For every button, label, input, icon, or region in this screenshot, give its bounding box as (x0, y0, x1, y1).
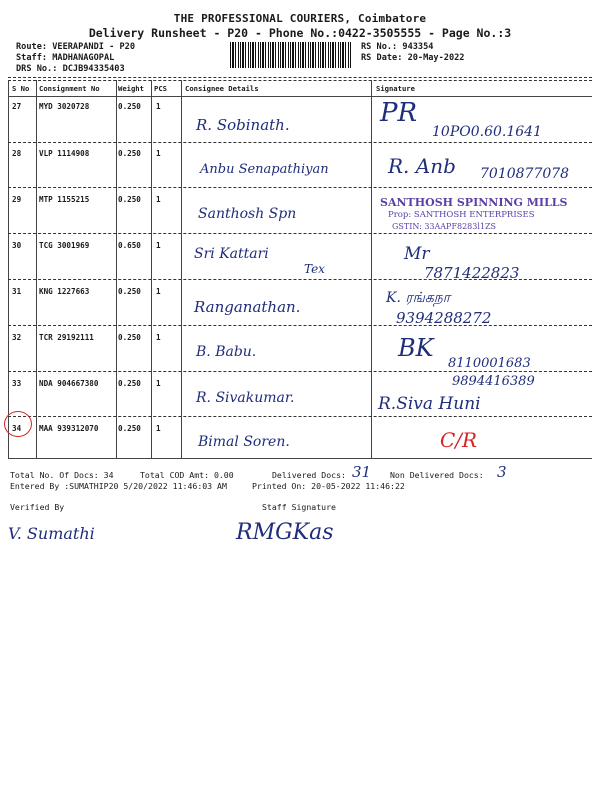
staff-label: Staff: MADHANAGOPAL (16, 53, 115, 63)
company-stamp (372, 196, 594, 236)
total-cod-amount: Total COD Amt: 0.00 (140, 470, 234, 480)
col-divider (151, 80, 152, 458)
row-weight: 0.250 (118, 379, 141, 388)
row-phone: 8110001683 (448, 356, 531, 371)
row-pcs: 1 (156, 379, 161, 388)
col-header-consignee: Consignee Details (185, 84, 259, 93)
document-subtitle: Delivery Runsheet - P20 - Phone No.:0422-3505555 - Page No.:3 (88, 26, 512, 40)
total-docs: Total No. Of Docs: 34 (10, 470, 114, 480)
row-consignment: TCG 3001969 (39, 241, 90, 250)
table-bottom-rule (8, 458, 592, 459)
row-consignee: R. Sivakumar. (196, 390, 295, 406)
row-consignment: VLP 1114908 (39, 149, 90, 158)
table-header-rule (8, 96, 592, 97)
row-sno: 30 (12, 241, 22, 250)
stamp-line: SANTHOSH SPINNING MILLS (380, 196, 568, 209)
row-phone: 7871422823 (424, 264, 520, 282)
col-header-pcs: PCS (154, 84, 167, 93)
entered-by: Entered By :SUMATHIP20 5/20/2022 11:46:03 AM (10, 481, 227, 491)
row-pcs: 1 (156, 195, 161, 204)
col-divider (181, 80, 182, 458)
row-sno: 31 (12, 287, 22, 296)
row-consignment: MTP 1155215 (39, 195, 90, 204)
delivered-docs-value: 31 (352, 463, 372, 481)
row-phone: 10PO0.60.1641 (432, 124, 542, 140)
rs-date: RS Date: 20-May-2022 (361, 53, 465, 63)
row-weight: 0.650 (118, 241, 141, 250)
non-delivered-docs-label: Non Delivered Docs: (390, 470, 484, 480)
row-pcs: 1 (156, 102, 161, 111)
row-consignee: Ranganathan. (194, 298, 301, 316)
row-consignment: TCR 29192111 (39, 333, 94, 342)
col-header-signature: Signature (376, 84, 415, 93)
row-pcs: 1 (156, 149, 161, 158)
row-pcs: 1 (156, 424, 161, 433)
row-signature: K. ரங்கநா (386, 290, 451, 306)
row-phone: 7010877078 (480, 166, 570, 182)
barcode (230, 42, 352, 68)
row-pcs: 1 (156, 241, 161, 250)
row-weight: 0.250 (118, 149, 141, 158)
drs-number: DRS No.: DCJB94335403 (16, 64, 125, 74)
table-top-rule (8, 77, 592, 78)
row-phone: 9394288272 (396, 309, 492, 327)
row-consignee: Anbu Senapathiyan (200, 162, 329, 177)
row-sno: 33 (12, 379, 22, 388)
row-signature: PR (380, 98, 418, 128)
row-divider (8, 187, 592, 188)
row-consignee: Bimal Soren. (198, 434, 290, 450)
row-signature: C/R (440, 428, 478, 452)
row-signature: BK (398, 334, 434, 362)
row-weight: 0.250 (118, 102, 141, 111)
staff-signature: RMGKas (236, 520, 334, 545)
col-header-consignment: Consignment No (39, 84, 100, 93)
row-sno: 34 (12, 424, 22, 433)
row-sno: 28 (12, 149, 22, 158)
row-divider (8, 142, 592, 143)
document-title: THE PROFESSIONAL COURIERS, Coimbatore (173, 12, 427, 25)
row-signature: R.Siva Huni (378, 394, 481, 414)
row-consignment: MAA 939312070 (39, 424, 99, 433)
row-divider (8, 371, 592, 372)
row-pcs: 1 (156, 287, 161, 296)
col-header-sno: S No (12, 84, 30, 93)
row-divider (8, 325, 592, 326)
col-divider (116, 80, 117, 458)
row-consignee-line2: Tex (304, 262, 325, 276)
col-header-weight: Weight (118, 84, 144, 93)
row-consignee: Sri Kattari (194, 246, 269, 262)
col-divider (8, 80, 9, 458)
row-signature: R. Anb (388, 154, 456, 178)
verified-signature: V. Sumathi (8, 524, 95, 543)
rs-number: RS No.: 943354 (361, 42, 434, 52)
verified-by-label: Verified By (10, 502, 65, 512)
delivered-docs-label: Delivered Docs: (272, 470, 346, 480)
row-pcs: 1 (156, 333, 161, 342)
row-sno: 32 (12, 333, 22, 342)
stamp-line: Prop: SANTHOSH ENTERPRISES (388, 210, 535, 220)
col-divider (36, 80, 37, 458)
non-delivered-docs-value: 3 (497, 463, 507, 481)
row-consignee: Santhosh Spn (198, 206, 297, 222)
row-consignment: NDA 904667380 (39, 379, 99, 388)
row-sno: 29 (12, 195, 22, 204)
row-signature: Mr (404, 244, 430, 264)
row-sno: 27 (12, 102, 22, 111)
row-consignment: KNG 1227663 (39, 287, 90, 296)
row-consignee: B. Babu. (196, 344, 257, 360)
printed-on: Printed On: 20-05-2022 11:46:22 (252, 481, 405, 491)
stamp-line: GSTIN: 33AAPF8283l1ZS (392, 222, 497, 231)
row-weight: 0.250 (118, 424, 141, 433)
staff-signature-label: Staff Signature (262, 502, 336, 512)
row-consignee: R. Sobinath. (196, 116, 290, 134)
table-top-rule-2 (8, 80, 592, 81)
row-weight: 0.250 (118, 287, 141, 296)
row-divider (8, 416, 592, 417)
route-label: Route: VEERAPANDI - P20 (16, 42, 135, 52)
col-divider (371, 80, 372, 458)
row-phone: 9894416389 (452, 374, 535, 389)
row-weight: 0.250 (118, 195, 141, 204)
row-weight: 0.250 (118, 333, 141, 342)
row-consignment: MYD 3020728 (39, 102, 90, 111)
